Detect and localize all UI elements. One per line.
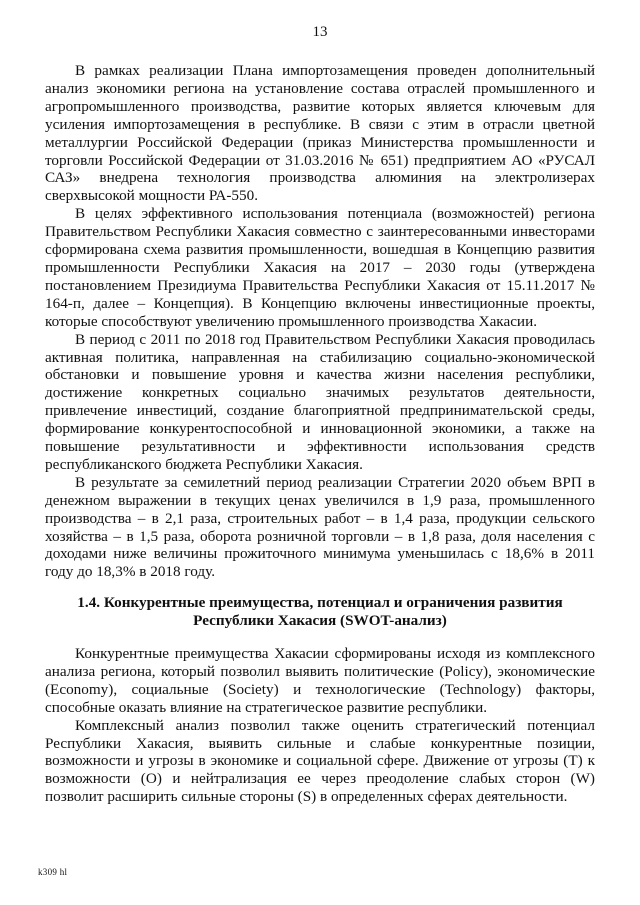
page-number: 13 bbox=[312, 24, 328, 40]
paragraph-competitive-advantages: Конкурентные преимущества Хакасии сформированы исходя из комплексного анализа региона, который позволил выявить политические (Policy), экономические (Economy), социальные (Society) и технологические (Technology) факторы, способные оказать влияние на стратегическое развитие республики. bbox=[45, 645, 595, 716]
paragraph-swot-analysis: Комплексный анализ позволил также оценить стратегический потенциал Республики Хакасия, выявить сильные и слабые конкурентные позиции, возможности и угрозы в экономике и социальной сфере. Движение от угрозы (T) к возможности (O) и нейтрализация ее через преодоление слабых сторон (W) позволит расширить сильные стороны (S) в определенных сферах деятельности. bbox=[45, 716, 595, 806]
paragraph-policy-2011-2018: В период с 2011 по 2018 год Правительством Республики Хакасия проводилась активная политика, направленная на стабилизацию социально-экономической обстановки и повышение уровня и качества жизни населения республики, достижение конкретных социально значимых результатов деятельности, привлечение инвестиций, создание благоприятной предпринимательской среды, формирование конкурентоспособной и инновационной экономики, а также на повышение результативности и эффективности использования средств республиканского бюджета Республики Хакасия. bbox=[45, 330, 595, 473]
paragraph-strategy-results: В результате за семилетний период реализации Стратегии 2020 объем ВРП в денежном выражении в текущих ценах увеличился в 1,9 раза, промышленного производства – в 2,1 раза, строительных работ – в 1,4 раза, продукции сельского хозяйства – в 1,5 раза, оборота розничной торговли – в 1,8 раза, доля населения с доходами ниже величины прожиточного минимума уменьшилась с 18,6% в 2011 году до 18,3% в 2018 году. bbox=[45, 473, 595, 581]
document-code: k309 hl bbox=[38, 867, 68, 877]
paragraph-import-substitution: В рамках реализации Плана импортозамещения проведен дополнительный анализ экономики региона на установление состава отраслей промышленного и агропромышленного производства, развитие которых является ключевым для усиления импортозамещения в республике. В связи с этим в отрасли цветной металлургии Российской Федерации (приказ Министерства промышленности и торговли Российской Федерации от 31.03.2016 № 651) предприятием АО «РУСАЛ САЗ» внедрена технология производства алюминия на электролизерах сверхвысокой мощности РА-550. bbox=[45, 62, 595, 205]
section-1-text bbox=[45, 62, 595, 581]
section-heading bbox=[45, 594, 595, 630]
paragraph-industry-concept: В целях эффективного использования потенциала (возможностей) региона Правительством Республики Хакасия совместно с заинтересованными инвесторами сформирована схема развития промышленности, вошедшая в Концепцию развития промышленности Республики Хакасия на 2017 – 2030 годы (утверждена постановлением Президиума Правительства Республики Хакасия от 15.11.2017 № 164-п, далее – Концепция). В Концепцию включены инвестиционные проекты, которые способствуют увеличению промышленного производства Хакасии. bbox=[45, 205, 595, 330]
section-heading-line-1: 1.4. Конкурентные преимущества, потенциал и ограничения развития bbox=[77, 594, 563, 611]
section-2-text bbox=[45, 645, 595, 806]
section-heading-line-2: Республики Хакасия (SWOT-анализ) bbox=[193, 612, 447, 629]
